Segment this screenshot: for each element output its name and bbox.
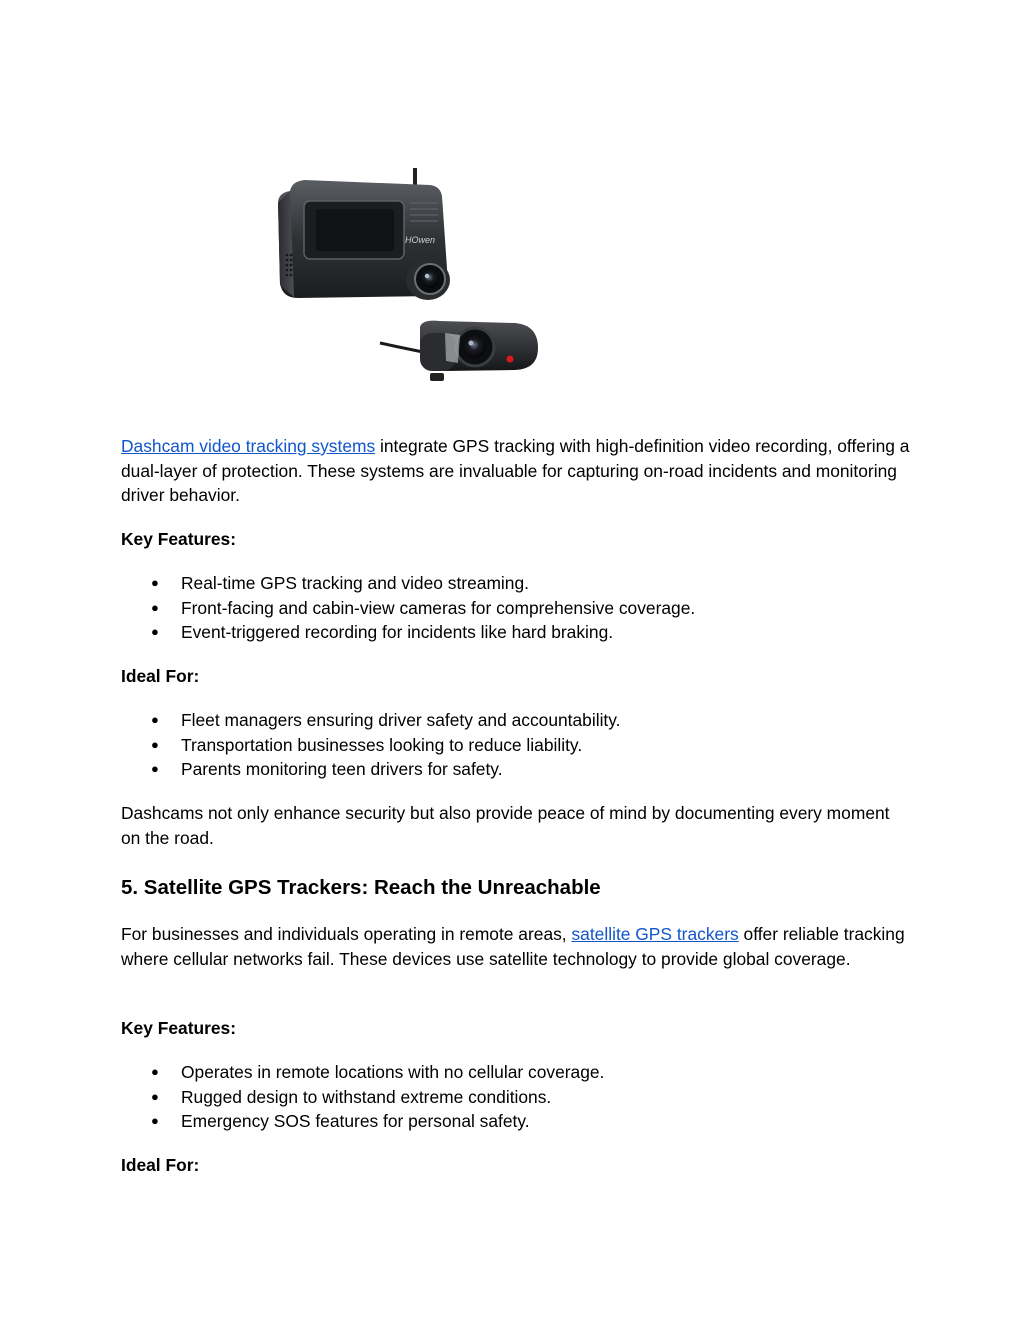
dashcam-features-label: Key Features: [121, 529, 237, 549]
dashcam-features-list [121, 571, 695, 645]
bullet-icon: ● [151, 736, 159, 752]
satellite-ideal-label: Ideal For: [121, 1155, 200, 1175]
dashcam-systems-link[interactable]: Dashcam video tracking systems [121, 436, 376, 456]
list-item: ● Event-triggered recording for incidents like hard braking. [121, 620, 695, 645]
brand-logo: HOwen [405, 235, 436, 245]
satellite-features-list [121, 1060, 604, 1134]
bullet-icon: ● [151, 599, 159, 615]
intro-text: integrate GPS tracking with high-definition video recording, offering a dual-layer of protection. These systems are invaluable for capturing on-road incidents and monitoring driver behavior. [121, 436, 910, 505]
section-heading: 5. Satellite GPS Trackers: Reach the Unreachable [121, 876, 601, 899]
bullet-icon: ● [151, 761, 159, 776]
bullet-icon: ● [151, 1088, 159, 1104]
list-item: ● Operates in remote locations with no cellular coverage. [121, 1060, 604, 1085]
bullet-icon: ● [151, 1064, 159, 1079]
bullet-icon: ● [151, 712, 159, 727]
intro-paragraph [121, 434, 911, 508]
satellite-features-label: Key Features: [121, 1018, 237, 1038]
list-item: ● Parents monitoring teen drivers for safety. [121, 757, 621, 782]
bullet-icon: ● [151, 624, 159, 639]
list-item: ● Rugged design to withstand extreme conditions. [121, 1085, 604, 1110]
bullet-icon: ● [151, 575, 159, 590]
list-item: ● Fleet managers ensuring driver safety and accountability. [121, 708, 621, 733]
list-item: ● Transportation businesses looking to reduce liability. [121, 733, 621, 758]
list-item: ● Front-facing and cabin-view cameras for comprehensive coverage. [121, 596, 695, 621]
satellite-trackers-link[interactable]: satellite GPS trackers [571, 924, 739, 944]
satellite-intro-paragraph: For businesses and individuals operating in remote areas, satellite GPS trackers offer reliable tracking where cellular networks fail. These devices use satellite technology to provide global coverage. [121, 924, 905, 969]
dashcam-closing-paragraph: Dashcams not only enhance security but also provide peace of mind by documenting every moment on the road. [121, 803, 890, 848]
list-item: ● Emergency SOS features for personal safety. [121, 1109, 604, 1134]
dashcam-ideal-label: Ideal For: [121, 666, 200, 686]
bullet-icon: ● [151, 1113, 159, 1128]
dashcam-ideal-list [121, 708, 621, 782]
list-item: ● Real-time GPS tracking and video streaming. [121, 571, 695, 596]
dashcam-product-image [270, 163, 560, 395]
